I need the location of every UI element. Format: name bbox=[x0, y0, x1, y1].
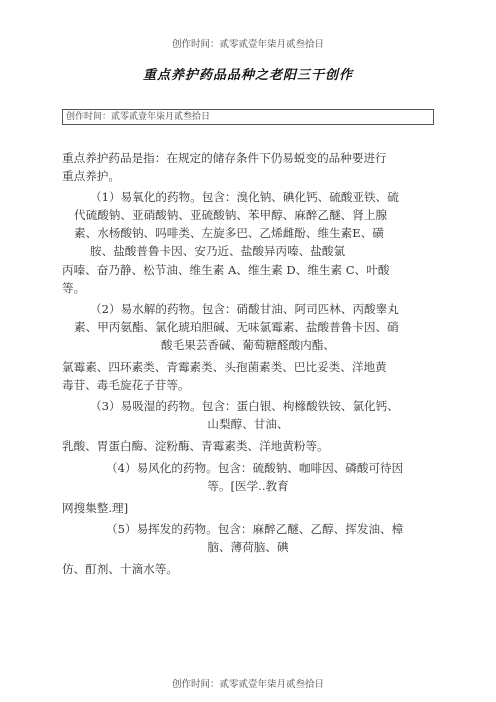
item2-line: 氯霉素、四环素类、青霉素类、头孢菌素类、巴比妥类、洋地黄 bbox=[62, 360, 387, 374]
item1-line: 丙嗪、奋乃静、松节油、维生素 A、维生素 D、维生素 C、叶酸 bbox=[62, 263, 390, 277]
item5-line: 仿、酊剂、十滴水等。 bbox=[62, 562, 178, 576]
item5-line: 脑、薄荷脑、碘 bbox=[207, 540, 289, 554]
page-header: 创作时间：贰零贰壹年柒月贰叁拾日 bbox=[171, 39, 324, 50]
item2-line: （2）易水解的药物。包含：硝酸甘油、阿司匹林、丙酸睾丸 bbox=[90, 302, 399, 316]
item5-line: （5）易挥发的药物。包含：麻醉乙醚、乙醇、挥发油、樟 bbox=[106, 522, 404, 536]
item1-line: （1）易氧化的药物。包含：溴化钠、碘化钙、硫酸亚铁、硫 bbox=[90, 190, 399, 204]
item1-line: 素、水杨酸钠、吗啡类、左旋多巴、乙烯雌酚、维生素E、磺 bbox=[74, 226, 384, 240]
item3-line: 乳酸、胃蛋白酶、淀粉酶、青霉素类、洋地黄粉等。 bbox=[62, 439, 329, 453]
intro-line: 重点养护药品是指：在规定的储存条件下仍易蜕变的品种要进行 bbox=[62, 151, 387, 165]
item4-line: （4）易风化的药物。包含：硫酸钠、咖啡因、磷酸可待因 bbox=[106, 461, 404, 475]
item2-line: 酸毛果芸香碱、葡萄糖醛酸内酯、 bbox=[161, 338, 335, 352]
item4-line: 网搜集整.理] bbox=[62, 501, 129, 515]
item4-line: 等。[医学..教育 bbox=[207, 479, 289, 493]
page-footer: 创作时间：贰零贰壹年柒月贰叁拾日 bbox=[171, 679, 324, 690]
item1-line: 胺、盐酸普鲁卡因、安乃近、盐酸异丙嗪、盐酸氯 bbox=[90, 244, 346, 258]
item3-line: 山梨醇、甘油、 bbox=[207, 417, 289, 431]
item2-line: 素、甲丙氨酯、氯化琥珀胆碱、无味氯霉素、盐酸普鲁卡因、硝 bbox=[74, 320, 399, 334]
item1-line: 等。 bbox=[62, 281, 86, 295]
creation-time-box: 创作时间：贰零贰壹年柒月贰叁拾日 bbox=[62, 109, 434, 125]
document-title: 重点养护药品品种之老阳三干创作 bbox=[142, 68, 353, 83]
intro-line: 重点养护。 bbox=[62, 169, 120, 183]
item1-line: 代硫酸钠、亚硝酸钠、亚硫酸钠、苯甲醇、麻醉乙醚、肾上腺 bbox=[74, 208, 388, 222]
item2-line: 毒苷、毒毛旋花子苷等。 bbox=[62, 378, 190, 392]
item3-line: （3）易吸湿的药物。包含：蛋白银、枸橼酸铁铵、氯化钙、 bbox=[90, 399, 399, 413]
